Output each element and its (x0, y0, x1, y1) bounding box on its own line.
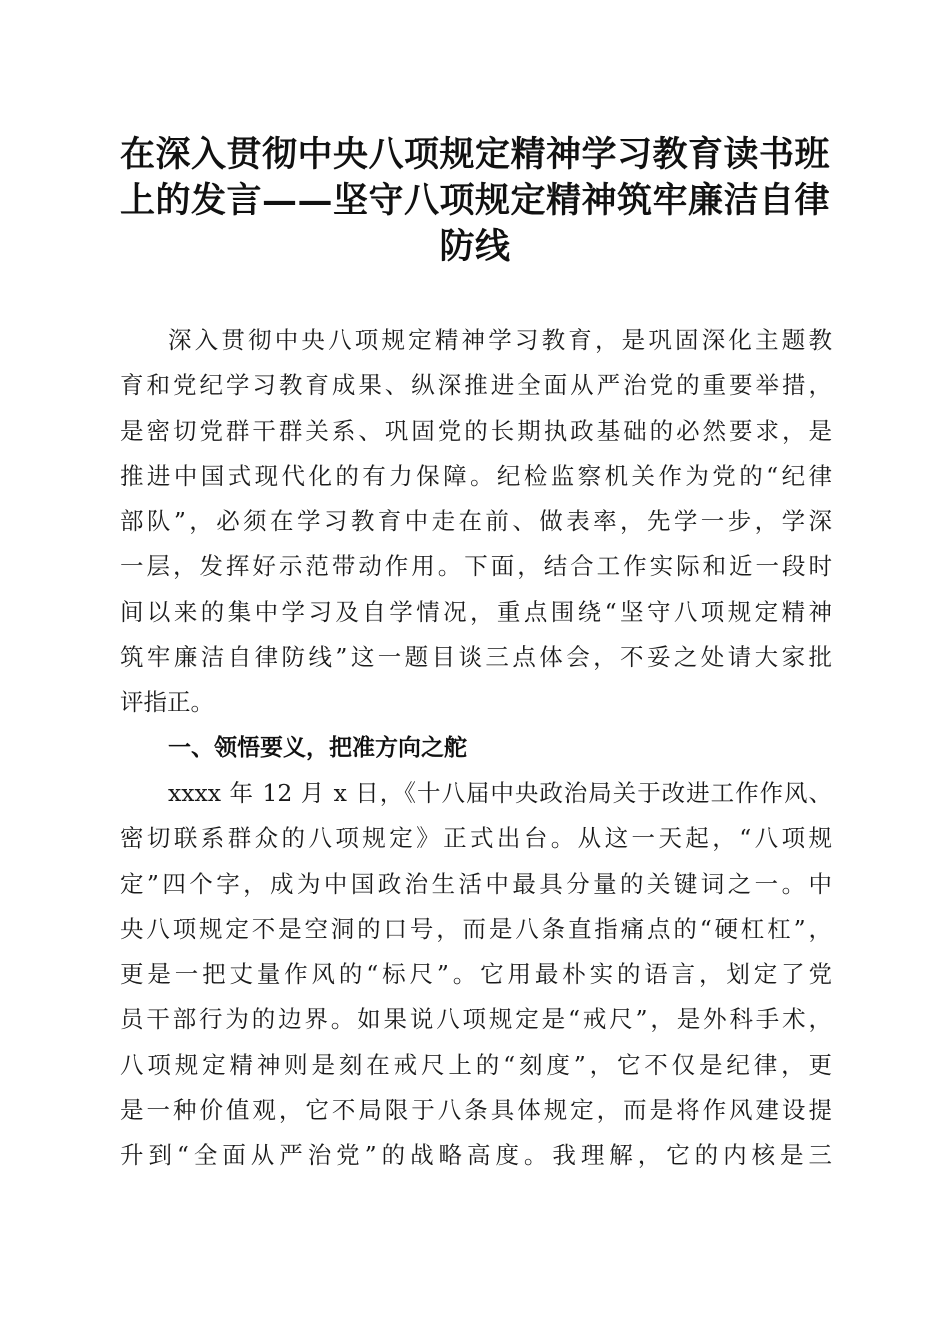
text-line: 间以来的集中学习及自学情况，重点围绕“坚守八项规定精神 (120, 597, 832, 626)
text-line: 央八项规定不是空洞的口号，而是八条直指痛点的“硬杠杠”， (120, 914, 832, 943)
text-line: 更是一把丈量作风的“标尺”。它用最朴实的语言，划定了党 (120, 960, 832, 989)
text-line: 一层，发挥好示范带动作用。下面，结合工作实际和近一段时 (120, 552, 832, 581)
text-line: 育和党纪学习教育成果、纵深推进全面从严治党的重要举措， (120, 371, 832, 400)
text-line: 定”四个字，成为中国政治生活中最具分量的关键词之一。中 (120, 869, 832, 898)
text-line: 深入贯彻中央八项规定精神学习教育，是巩固深化主题教 (168, 326, 832, 354)
text-line: 密切联系群众的八项规定》正式出台。从这一天起，“八项规 (120, 824, 832, 853)
text-line: 是密切党群干群关系、巩固党的长期执政基础的必然要求，是 (120, 416, 832, 445)
section-heading: 一、领悟要义，把准方向之舵 (168, 734, 467, 761)
text-line: 是一种价值观，它不局限于八条具体规定，而是将作风建设提 (120, 1096, 832, 1125)
text-line: 员干部行为的边界。如果说八项规定是“戒尺”，是外科手术， (120, 1005, 832, 1034)
text-line: 评指正。 (120, 688, 214, 717)
document-title (110, 132, 840, 270)
text-line: 筑牢廉洁自律防线”这一题目谈三点体会，不妥之处请大家批 (120, 643, 832, 672)
title-line: 在深入贯彻中央八项规定精神学习教育读书班 (119, 134, 830, 175)
text-line: 八项规定精神则是刻在戒尺上的“刻度”，它不仅是纪律，更 (120, 1050, 832, 1079)
text-line: 部队”，必须在学习教育中走在前、做表率，先学一步，学深 (120, 507, 832, 536)
document-body (120, 318, 832, 1179)
text-line: 推进中国式现代化的有力保障。纪检监察机关作为党的“纪律 (120, 461, 832, 490)
text-line: 升到“全面从严治党”的战略高度。我理解，它的内核是三 (120, 1141, 832, 1170)
section1-paragraph (120, 771, 832, 1179)
title-line: 上的发言——坚守八项规定精神筑牢廉洁自律 (119, 180, 830, 221)
intro-paragraph (120, 318, 832, 726)
text-line: xxxx 年 12 月 x 日，《十八届中央政治局关于改进工作作风、 (168, 778, 832, 807)
title-line: 防线 (439, 226, 511, 267)
